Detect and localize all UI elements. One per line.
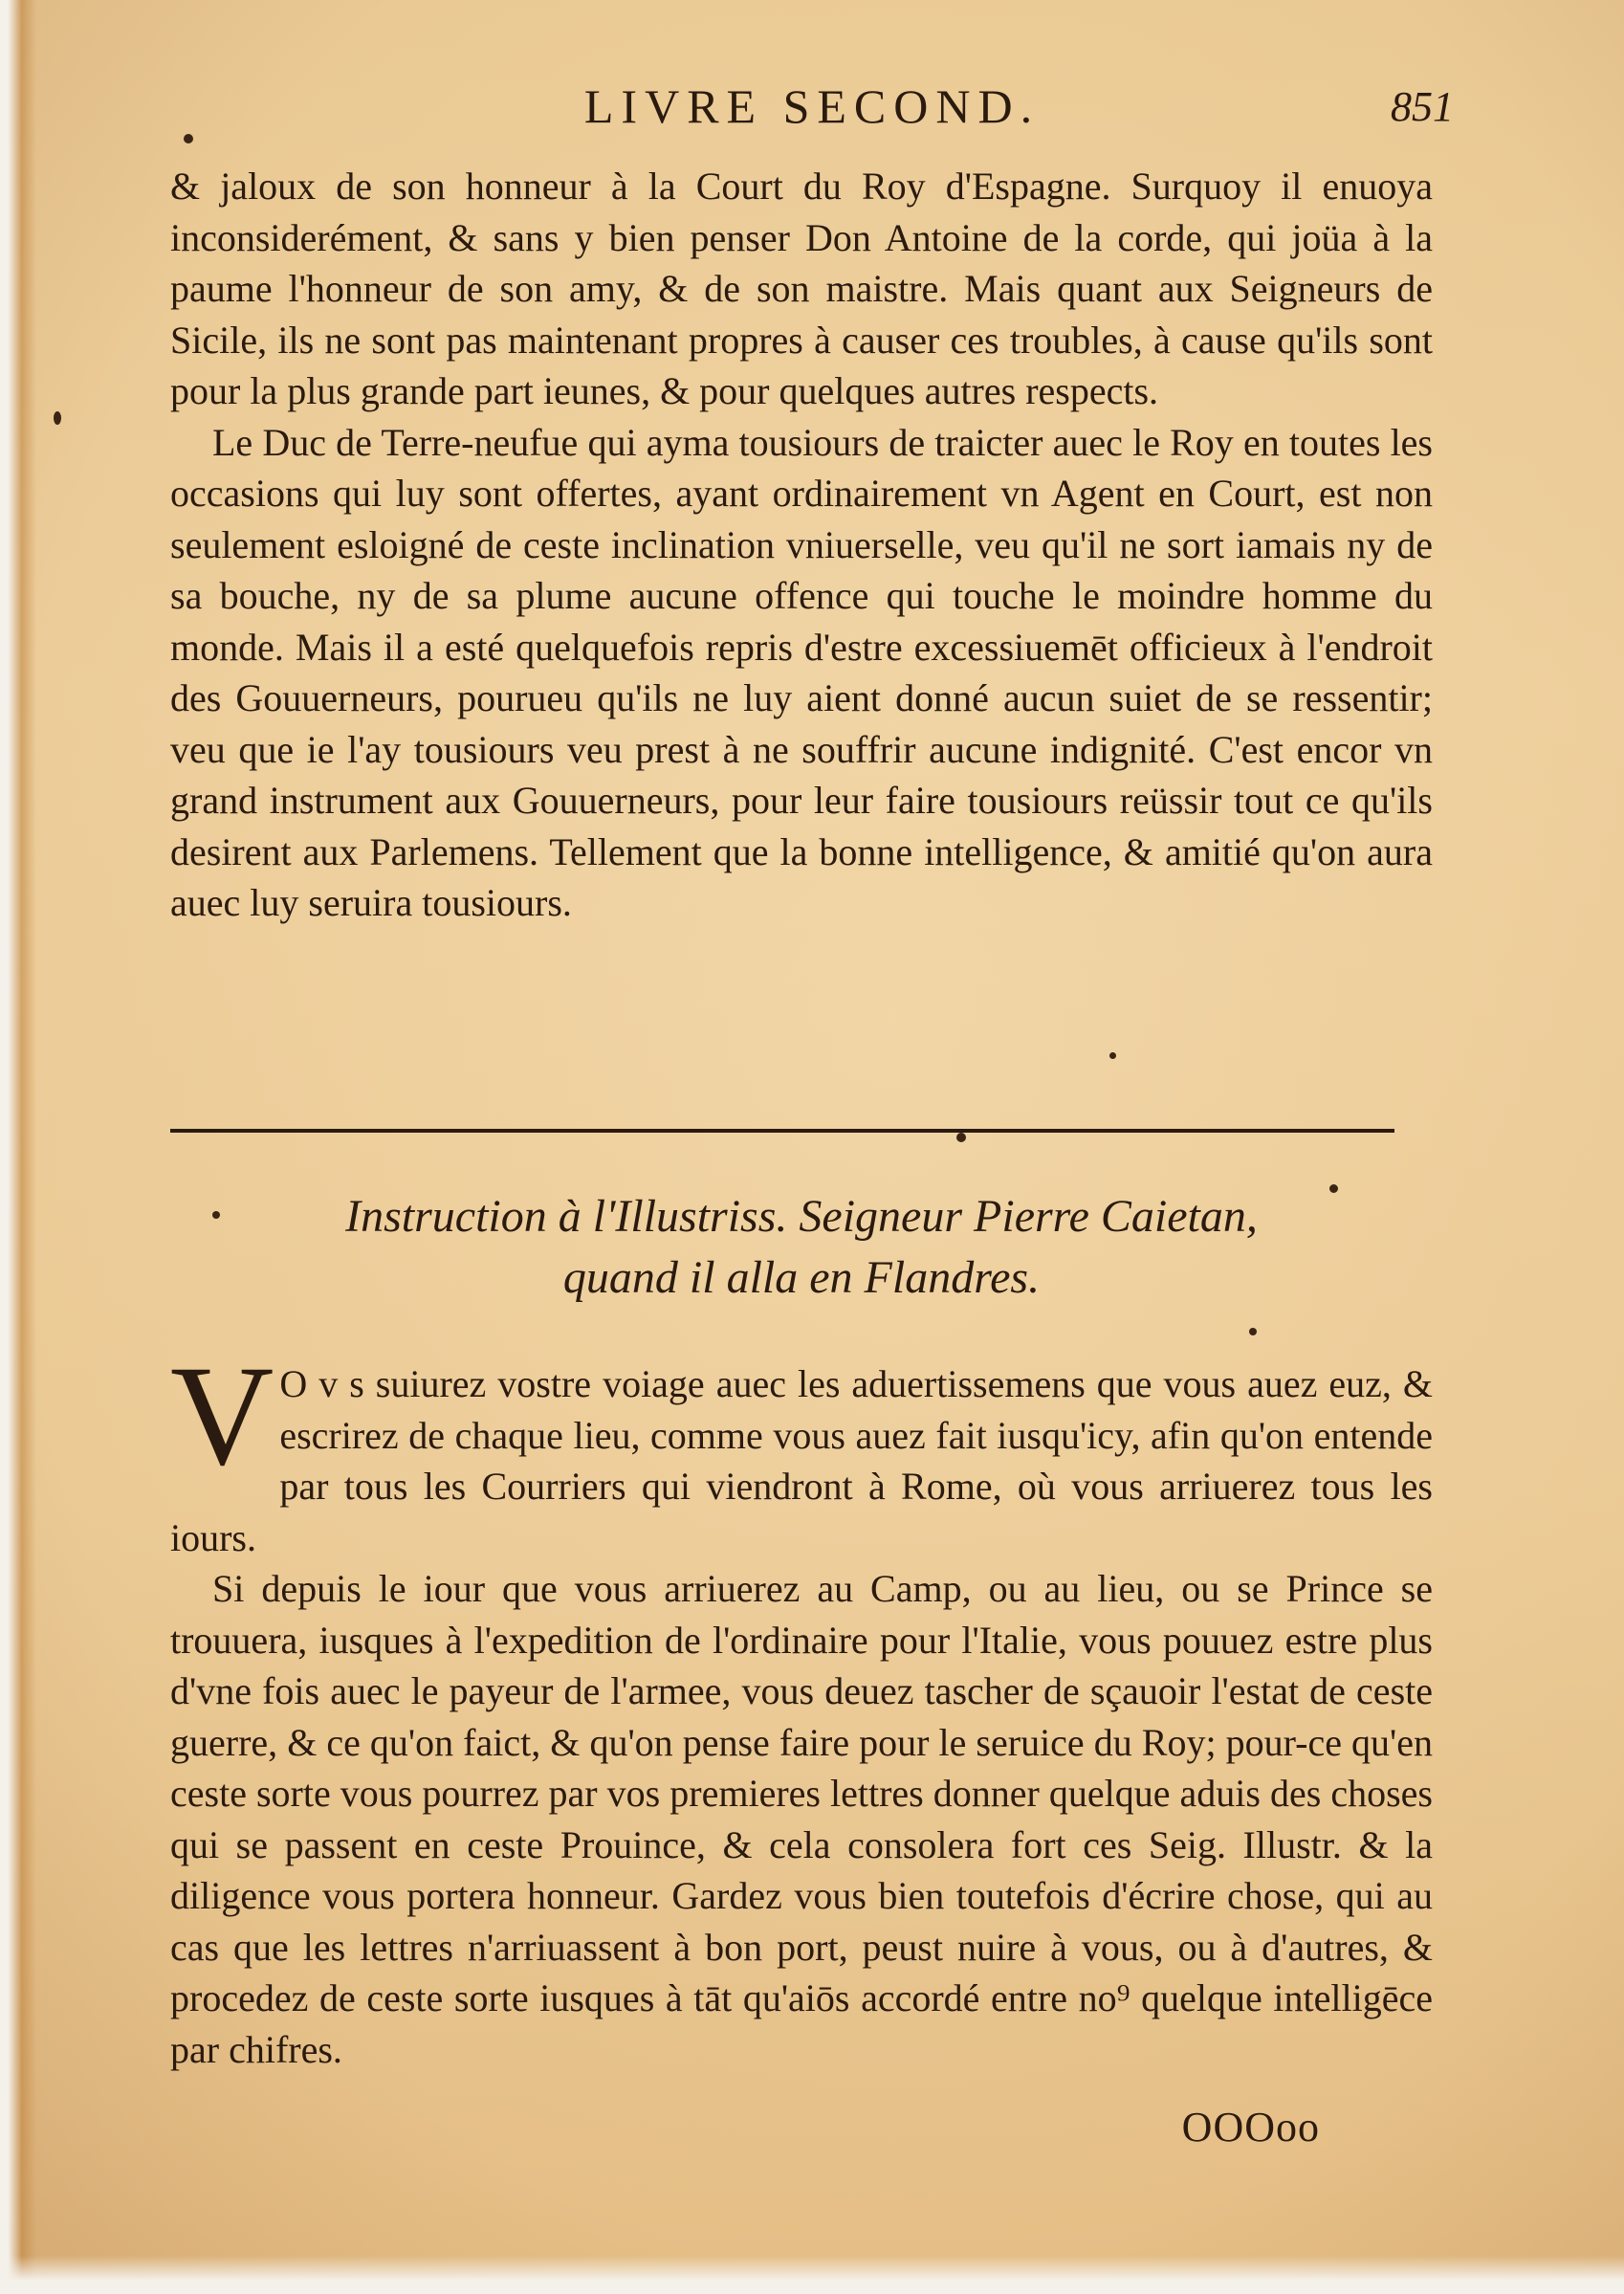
heading-line: Instruction à l'Illustriss. Seigneur Pierre Caietan, xyxy=(345,1191,1258,1242)
section-divider-rule xyxy=(170,1129,1394,1133)
ink-speck xyxy=(184,134,193,143)
page-header xyxy=(0,78,1624,145)
text-section-one xyxy=(170,161,1433,929)
text-section-two xyxy=(170,1336,1433,2075)
drop-cap: V xyxy=(170,1336,274,1495)
catchword: OOOoo xyxy=(1181,2104,1320,2151)
running-title: LIVRE SECOND. xyxy=(583,79,1041,133)
page-number: 851 xyxy=(1391,83,1454,130)
section-heading xyxy=(170,1186,1433,1309)
paragraph: Le Duc de Terre-neufue qui ayma tousiours de traicter auec le Roy en toutes les occasions qui luy sont offertes, ayant ordinairement vn Agent en Court, est non seulement esloigné de ceste inclination vniuerselle, veu qu'il ne sort iamais ny de sa bouche, ny de sa plume aucune offence qui touche le moindre homme du monde. Mais il a esté quelquefois repris d'estre excessiuemēt officieux à l'endroit des Gouuerneurs, pourueu qu'ils ne luy aient donné aucun suiet de se ressentir; veu que ie l'ay tousiours veu prest à ne souffrir aucune indignité. C'est encor vn grand instrument aux Gouuerneurs, pour leur faire tousiours reüssir tout ce qu'ils desirent aux Parlemens. Tellement que la bonne intelligence, & amitié qu'on aura auec luy seruira tousiours. xyxy=(170,420,1433,924)
paragraph: & jaloux de son honneur à la Court du Roy d'Espagne. Surquoy il enuoya inconsiderément, & sans y bien penser Don Antoine de la corde, qui joüa à la paume l'honneur de son amy, & de son maistre. Mais quant aux Seigneurs de Sicile, ils ne sont pas maintenant propres à causer ces troubles, à cause qu'ils sont pour la plus grande part ieunes, & pour quelques autres respects. xyxy=(170,165,1433,412)
paragraph-text: O v s suiurez vostre voiage auec les aduertissemens que vous auez euz, & escrirez de chaque lieu, comme vous auez fait iusqu'icy, afin qu'on entende par tous les Courriers qui viendront à Rome, où vous arriuerez tous les iours. xyxy=(170,1362,1433,1559)
paragraph: Si depuis le iour que vous arriuerez au Camp, ou au lieu, ou se Prince se trouuera, iusques à l'expedition de l'ordinaire pour l'Italie, vous pouuez estre plus d'vne fois auec le payeur de l'armee, vous deuez tascher de sçauoir l'estat de ceste guerre, & ce qu'on faict, & qu'on pense faire pour le seruice du Roy; pour-ce qu'en ceste sorte vous pourrez par vos premieres lettres donner quelque aduis des choses qui se passent en ceste Prouince, & cela consolera fort ces Seig. Illustr. & la diligence vous portera honneur. Gardez vous bien toutefois d'écrire chose, qui au cas que les lettres n'arriuassent à bon port, peust nuire à vous, ou à d'autres, & procedez de ceste sorte iusques à tāt qu'aiōs accordé entre no⁹ quelque intelligēce par chifres. xyxy=(170,1567,1433,2071)
ink-speck xyxy=(54,411,61,425)
ink-speck xyxy=(1109,1052,1116,1059)
ink-speck xyxy=(956,1133,966,1142)
heading-line: quand il alla en Flandres. xyxy=(562,1252,1041,1303)
ink-speck xyxy=(1249,1328,1257,1335)
paragraph xyxy=(170,1336,1433,1563)
ink-speck xyxy=(1329,1184,1338,1193)
ink-speck xyxy=(212,1211,220,1219)
